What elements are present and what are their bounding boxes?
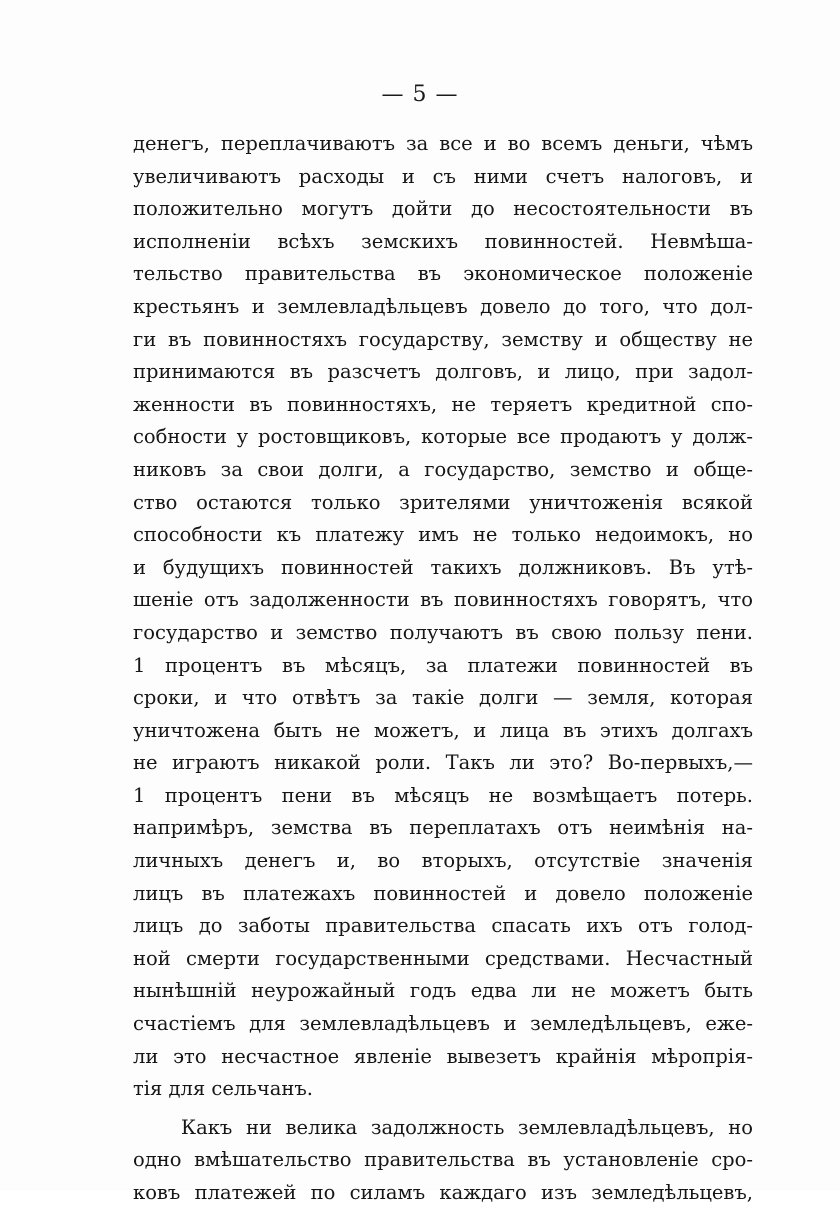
text-line: и будущихъ повинностей такихъ должниковъ. Въ утѣ- <box>133 555 753 579</box>
text-line: тія для сельчанъ. <box>133 1077 314 1101</box>
text-line: Какъ ни велика задолжность землевладѣльцевъ, но <box>181 1115 753 1139</box>
text-line: напримѣръ, земства въ переплатахъ отъ неимѣнія на- <box>133 816 753 840</box>
text-line: ство остаются только зрителями уничтоженія всякой <box>133 490 753 514</box>
paragraph <box>133 128 753 1106</box>
text-line: государство и земство получаютъ въ свою пользу пени. <box>133 620 753 644</box>
text-line: исполненіи всѣхъ земскихъ повинностей. Невмѣша- <box>133 229 753 253</box>
text-line: крестьянъ и землевладѣльцевъ довело до того, что дол- <box>133 294 753 318</box>
page-number: — 5 — <box>381 82 459 107</box>
text-line: уничтожена быть не можетъ, и лица въ этихъ долгахъ <box>133 718 753 742</box>
text-line: 1 процентъ пени въ мѣсяцъ не возмѣщаетъ потерь. <box>133 783 753 807</box>
text-line: ги въ повинностяхъ государству, земству и обществу не <box>133 327 753 351</box>
text-line: лицъ въ платежахъ повинностей и довело положеніе <box>133 881 753 905</box>
text-line: ковъ платежей по силамъ каждаго изъ земледѣльцевъ, <box>133 1181 753 1204</box>
text-line: личныхъ денегъ и, во вторыхъ, отсутствіе значенія <box>133 849 753 873</box>
text-line: положительно могутъ дойти до несостоятельности въ <box>133 197 753 221</box>
text-line: ли это несчастное явленіе вывезетъ крайнія мѣропрія- <box>133 1044 753 1068</box>
text-line: ной смерти государственными средствами. Несчастный <box>133 946 753 970</box>
text-line: никовъ за свои долги, а государство, земство и обще- <box>133 457 753 481</box>
text-line: тельство правительства въ экономическое положеніе <box>133 262 753 286</box>
text-line: не играютъ никакой роли. Такъ ли это? Во-первыхъ,— <box>133 751 753 775</box>
text-line: нынѣшній неурожайный годъ едва ли не можетъ быть <box>133 979 753 1003</box>
text-line: лицъ до заботы правительства спасать ихъ отъ голод- <box>133 914 753 938</box>
body-text <box>133 128 753 1210</box>
text-line: одно вмѣшательство правительства въ установленіе сро- <box>133 1148 753 1172</box>
text-line: принимаются въ разсчетъ долговъ, и лицо, при задол- <box>133 360 753 384</box>
text-line: 1 процентъ въ мѣсяцъ, за платежи повинностей въ <box>133 653 753 677</box>
text-line: денегъ, переплачиваютъ за все и во всемъ деньги, чѣмъ <box>133 132 753 155</box>
paragraph <box>133 1112 753 1210</box>
text-line: сроки, и что отвѣтъ за такіе долги — земля, которая <box>133 686 753 710</box>
text-line: шеніе отъ задолженности въ повинностяхъ говорятъ, что <box>133 588 753 612</box>
text-line: способности къ платежу имъ не только недоимокъ, но <box>133 523 753 547</box>
text-line: собности у ростовщиковъ, которые все продаютъ у долж- <box>133 425 753 449</box>
text-line: женности въ повинностяхъ, не теряетъ кредитной спо- <box>133 392 753 416</box>
text-line: счастіемъ для землевладѣльцевъ и земледѣльцевъ, еже- <box>133 1012 753 1036</box>
text-line: увеличиваютъ расходы и съ ними счетъ налоговъ, и <box>133 164 753 188</box>
